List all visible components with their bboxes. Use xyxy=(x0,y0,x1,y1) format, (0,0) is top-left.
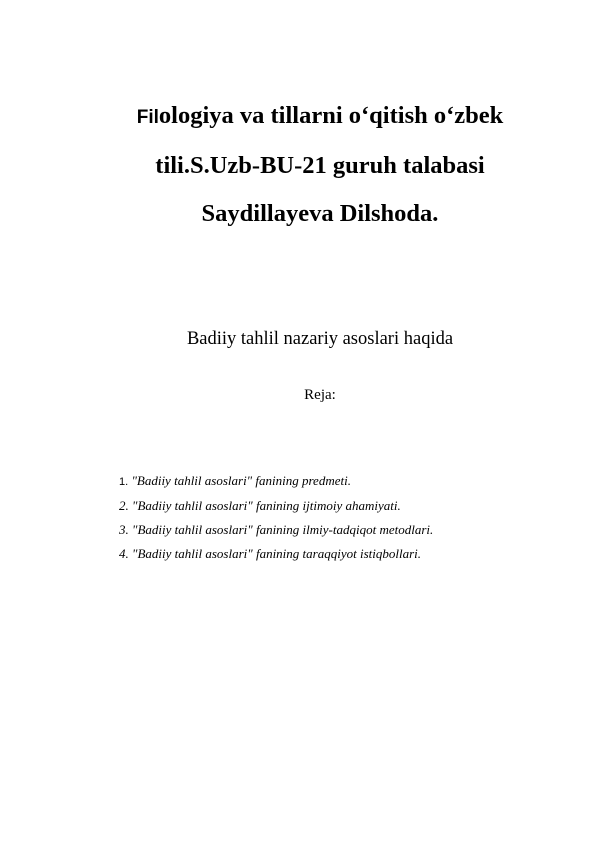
topic-title: Badiiy tahlil nazariy asoslari haqida xyxy=(186,329,454,349)
plan-item-number: 3. xyxy=(119,522,129,537)
plan-item-text: "Badiiy tahlil asoslari" fanining ilmiy-tadqiqot metodlari. xyxy=(128,522,434,537)
student-heading xyxy=(60,92,580,238)
plan-item xyxy=(119,518,579,542)
plan-item-number: 4. xyxy=(119,546,129,561)
plan-item-number: 1. xyxy=(119,476,129,488)
plan-label: Reja: xyxy=(304,387,336,403)
plan-item-number: 2. xyxy=(119,498,129,513)
plan-item xyxy=(119,494,579,518)
plan-item xyxy=(119,469,579,494)
heading-line-1 xyxy=(60,92,580,142)
heading-line-1-prefix: Fil xyxy=(136,107,159,128)
plan-list xyxy=(119,469,579,566)
plan-item-text: "Badiiy tahlil asoslari" fanining taraqqiyot istiqbollari. xyxy=(128,546,421,561)
plan-item-text: "Badiiy tahlil asoslari" fanining predmeti. xyxy=(128,473,351,488)
plan-item xyxy=(119,542,579,566)
heading-line-1-rest: ologiya va tillarni o‘qitish o‘zbek xyxy=(158,102,504,129)
plan-item-text: "Badiiy tahlil asoslari" fanining ijtimoiy ahamiyati. xyxy=(128,498,401,513)
heading-line-3: Saydillayeva Dilshoda. xyxy=(201,200,439,227)
heading-line-2: tili.S.Uzb-BU-21 guruh talabasi xyxy=(155,152,485,179)
